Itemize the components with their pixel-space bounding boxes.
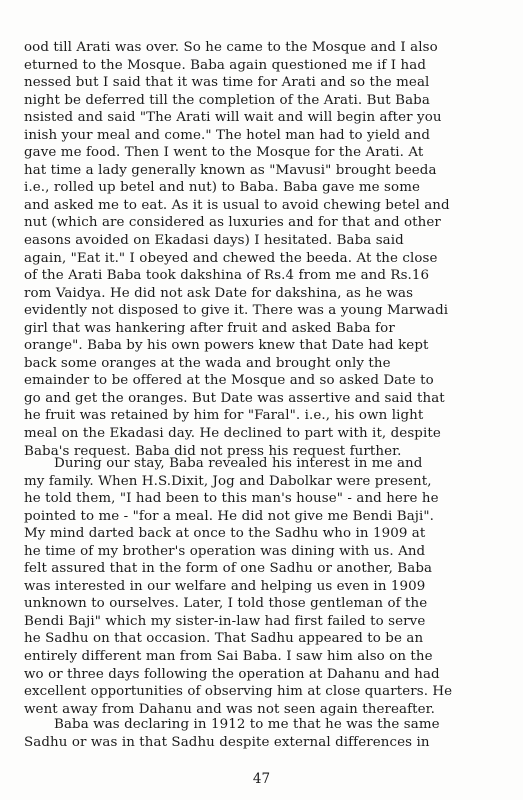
text-line: he told them, "I had been to this man's house" - and here he (24, 491, 439, 507)
paragraph-3 (24, 716, 512, 751)
text-line: and asked me to eat. As it is usual to avoid chewing betel and (24, 197, 450, 213)
text-line: orange". Baba by his own powers knew that Date had kept (24, 338, 429, 354)
paragraph-2 (24, 455, 512, 718)
page-number: 47 (252, 771, 271, 787)
text-line: easons avoided on Ekadasi days) I hesitated. Baba said (24, 233, 404, 249)
text-line: go and get the oranges. But Date was assertive and said that (24, 390, 445, 406)
text-line: gave me food. Then I went to the Mosque for the Arati. At (24, 145, 424, 161)
text-line: During our stay, Baba revealed his interest in me and (54, 456, 423, 471)
text-line: pointed to me - "for a meal. He did not give me Bendi Baji". (24, 508, 435, 524)
text-line: was interested in our welfare and helping us even in 1909 (24, 578, 426, 594)
text-line: Sadhu or was in that Sadhu despite external differences in (24, 734, 430, 750)
text-line: my family. When H.S.Dixit, Jog and Dabolkar were present, (24, 473, 432, 489)
text-line: Baba's request. Baba did not press his request further. (24, 443, 402, 459)
text-line: girl that was hankering after fruit and asked Baba for (24, 320, 395, 336)
text-line: My mind darted back at once to the Sadhu who in 1909 at (24, 526, 426, 542)
text-line: entirely different man from Sai Baba. I saw him also on the (24, 649, 433, 665)
text-line: night be deferred till the completion of the Arati. But Baba (24, 92, 430, 108)
text-line: wo or three days following the operation at Dahanu and had (24, 666, 440, 682)
text-line: again, "Eat it." I obeyed and chewed the beeda. At the close (24, 250, 438, 266)
text-line: i.e., rolled up betel and nut) to Baba. Baba gave me some (24, 180, 421, 196)
text-line: nessed but I said that it was time for Arati and so the meal (24, 75, 430, 91)
text-line: meal on the Ekadasi day. He declined to part with it, despite (24, 426, 441, 442)
text-line: ood till Arati was over. So he came to the Mosque and I also (24, 40, 438, 55)
text-line: Bendi Baji" which my sister-in-law had first failed to serve (24, 613, 426, 629)
text-line: hat time a lady generally known as "Mavusi" brought beeda (24, 162, 437, 178)
text-line: went away from Dahanu and was not seen again thereafter. (24, 701, 436, 717)
text-line: he fruit was retained by him for "Faral". i.e., his own light (24, 408, 424, 424)
text-line: he Sadhu on that occasion. That Sadhu appeared to be an (24, 631, 424, 647)
text-line: rom Vaidya. He did not ask Date for dakshina, as he was (24, 285, 414, 301)
text-line: back some oranges at the wada and brought only the (24, 355, 391, 371)
text-line: emainder to be offered at the Mosque and so asked Date to (24, 373, 434, 389)
text-line: he time of my brother's operation was dining with us. And (24, 543, 426, 559)
text-line: nsisted and said "The Arati will wait and will begin after you (24, 110, 442, 126)
text-line: evidently not disposed to give it. There was a young Marwadi (24, 303, 449, 319)
text-line: felt assured that in the form of one Sadhu or another, Baba (24, 561, 433, 577)
text-line: Baba was declaring in 1912 to me that he was the same (54, 717, 440, 732)
paragraph-1 (24, 39, 512, 460)
text-line: unknown to ourselves. Later, I told those gentleman of the (24, 596, 428, 612)
text-line: eturned to the Mosque. Baba again questioned me if I had (24, 57, 427, 73)
text-line: nut (which are considered as luxuries and for that and other (24, 215, 441, 231)
text-line: excellent opportunities of observing him at close quarters. He (24, 684, 453, 700)
text-line: inish your meal and come." The hotel man had to yield and (24, 127, 431, 143)
text-line: of the Arati Baba took dakshina of Rs.4 from me and Rs.16 (24, 268, 430, 284)
